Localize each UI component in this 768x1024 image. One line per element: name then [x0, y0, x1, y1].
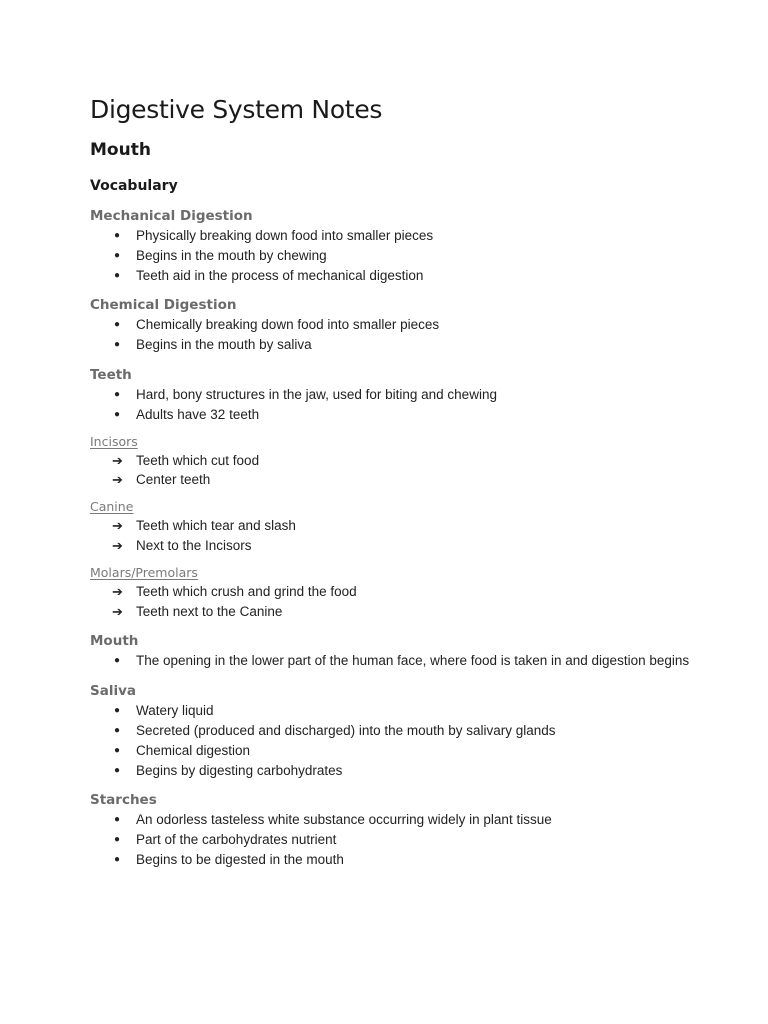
bullet-list [90, 385, 690, 425]
bullet-list [90, 582, 690, 622]
term-block [90, 564, 690, 622]
bullet-dot-icon: ● [114, 724, 121, 736]
term-block [90, 206, 690, 285]
bullet-list [90, 810, 690, 869]
list-item [90, 602, 690, 622]
list-item [90, 385, 690, 405]
list-item-text: The opening in the lower part of the human face, where food is taken in and digestion begins [136, 653, 690, 669]
bullet-list [90, 651, 690, 671]
list-item [90, 335, 690, 355]
list-item-text: Begins in the mouth by chewing [136, 247, 327, 263]
term-heading: Starches [90, 792, 157, 809]
arrow-bullet-icon: ➔ [112, 452, 123, 468]
list-item [90, 850, 690, 870]
list-item-text: Teeth aid in the process of mechanical digestion [136, 267, 424, 283]
list-item-text: Part of the carbohydrates nutrient [136, 832, 337, 848]
term-heading: Incisors [90, 433, 138, 449]
list-item [90, 536, 690, 556]
list-item-text: Teeth next to the Canine [136, 603, 283, 619]
term-heading: Saliva [90, 683, 136, 700]
list-item [90, 721, 690, 741]
list-item-text: Begins to be digested in the mouth [136, 851, 344, 867]
list-item [90, 701, 690, 721]
list-item [90, 405, 690, 425]
term-heading: Mouth [90, 633, 139, 650]
bullet-dot-icon: ● [114, 744, 121, 756]
bullet-dot-icon: ● [114, 249, 121, 261]
term-heading: Mechanical Digestion [90, 208, 253, 224]
list-item-text: Teeth which cut food [136, 452, 260, 468]
term-block [90, 631, 690, 671]
bullet-dot-icon: ● [114, 834, 121, 846]
list-item [90, 226, 690, 246]
bullet-dot-icon: ● [114, 655, 121, 667]
list-item-text: Watery liquid [136, 703, 214, 719]
list-item [90, 810, 690, 830]
list-item [90, 246, 690, 266]
term-block [90, 433, 690, 491]
list-item-text: Secreted (produced and discharged) into the mouth by salivary glands [136, 722, 556, 738]
list-item [90, 830, 690, 850]
list-item-text: Begins by digesting carbohydrates [136, 762, 343, 778]
list-item-text: Hard, bony structures in the jaw, used for biting and chewing [136, 386, 497, 402]
bullet-dot-icon: ● [114, 764, 121, 776]
list-item-text: Physically breaking down food into smaller pieces [136, 228, 434, 243]
terms-list [90, 206, 690, 870]
arrow-bullet-icon: ➔ [112, 583, 123, 599]
list-item-text: Chemical digestion [136, 742, 251, 758]
bullet-dot-icon: ● [114, 814, 121, 826]
list-item [90, 516, 690, 536]
list-item [90, 470, 690, 490]
bullet-dot-icon: ● [114, 339, 121, 351]
list-item-text: An odorless tasteless white substance occurring widely in plant tissue [136, 812, 552, 828]
list-item [90, 741, 690, 761]
bullet-dot-icon: ● [114, 319, 121, 331]
document-title: Digestive System Notes [90, 95, 383, 124]
arrow-bullet-icon: ➔ [112, 518, 123, 534]
list-item-text: Chemically breaking down food into smaller pieces [136, 317, 440, 333]
term-heading: Chemical Digestion [90, 297, 237, 314]
arrow-bullet-icon: ➔ [112, 603, 123, 619]
list-item [90, 651, 690, 671]
bullet-dot-icon: ● [114, 230, 121, 241]
bullet-list [90, 701, 690, 780]
bullet-list [90, 226, 690, 285]
list-item [90, 266, 690, 286]
list-item-text: Next to the Incisors [136, 537, 252, 553]
term-block [90, 498, 690, 556]
list-item-text: Adults have 32 teeth [136, 406, 260, 422]
term-heading: Canine [90, 499, 134, 515]
section-title-mouth: Mouth [90, 140, 151, 160]
arrow-bullet-icon: ➔ [112, 472, 123, 488]
bullet-dot-icon: ● [114, 269, 121, 281]
bullet-dot-icon: ● [114, 705, 121, 717]
list-item [90, 761, 690, 781]
bullet-list [90, 516, 690, 556]
document-page [90, 92, 690, 870]
vocabulary-heading: Vocabulary [90, 178, 178, 194]
term-heading: Molars/Premolars [90, 564, 198, 580]
arrow-bullet-icon: ➔ [112, 537, 123, 553]
bullet-list [90, 451, 690, 491]
term-block [90, 295, 690, 355]
bullet-dot-icon: ● [114, 408, 121, 420]
term-block [90, 365, 690, 425]
list-item-text: Teeth which tear and slash [136, 518, 296, 534]
list-item [90, 451, 690, 471]
list-item-text: Center teeth [136, 472, 211, 488]
list-item-text: Teeth which crush and grind the food [136, 583, 357, 599]
term-heading: Teeth [90, 366, 132, 383]
bullet-dot-icon: ● [114, 853, 121, 865]
term-block [90, 681, 690, 780]
bullet-dot-icon: ● [114, 388, 121, 400]
list-item-text: Begins in the mouth by saliva [136, 337, 312, 353]
bullet-list [90, 315, 690, 355]
list-item [90, 582, 690, 602]
term-block [90, 790, 690, 869]
list-item [90, 315, 690, 335]
